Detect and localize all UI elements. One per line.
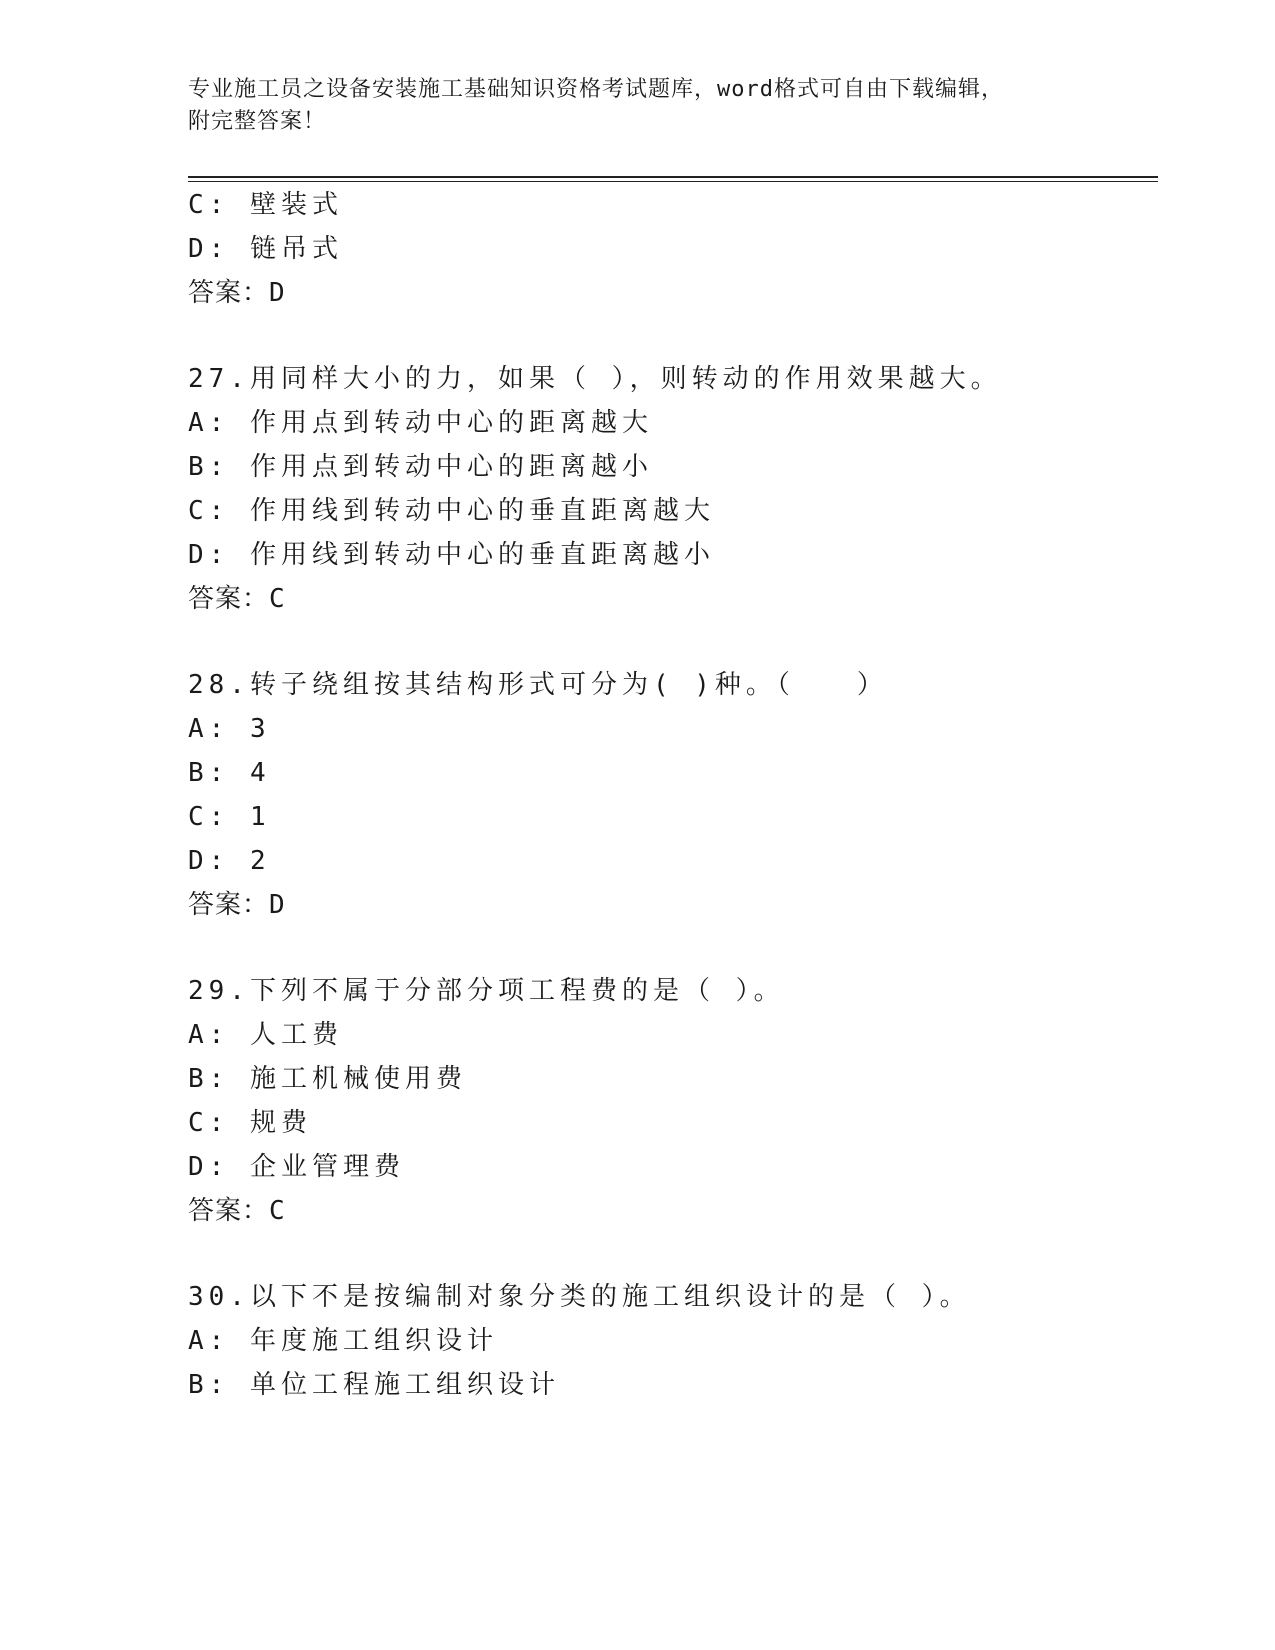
option-a: A: 人工费	[188, 1020, 343, 1050]
option-b: B: 作用点到转动中心的距离越小	[188, 452, 653, 482]
question-stem: 28.转子绕组按其结构形式可分为( )种。（ ）	[188, 670, 888, 700]
document-header	[188, 74, 1088, 138]
option-d: D: 作用线到转动中心的垂直距离越小	[188, 540, 715, 570]
option-d: D: 链吊式	[188, 234, 343, 264]
header-rule-thick	[188, 176, 1158, 178]
option-b: B: 单位工程施工组织设计	[188, 1370, 560, 1400]
question-stem: 29.下列不属于分部分项工程费的是（ ）。	[188, 976, 785, 1006]
option-b: B: 4	[188, 758, 271, 788]
option-b: B: 施工机械使用费	[188, 1064, 467, 1094]
option-a: A: 年度施工组织设计	[188, 1326, 498, 1356]
option-d: D: 企业管理费	[188, 1152, 405, 1182]
option-a: A: 3	[188, 714, 271, 744]
answer: 答案：D	[188, 278, 286, 308]
header-line-1: 专业施工员之设备安装施工基础知识资格考试题库，word格式可自由下载编辑，	[188, 77, 1004, 102]
answer: 答案：C	[188, 1196, 286, 1226]
option-c: C: 壁装式	[188, 190, 343, 220]
option-c: C: 规费	[188, 1108, 312, 1138]
question-stem: 30.以下不是按编制对象分类的施工组织设计的是（ ）。	[188, 1282, 971, 1312]
header-rule-thin	[188, 181, 1158, 182]
option-c: C: 作用线到转动中心的垂直距离越大	[188, 496, 715, 526]
question-stem: 27.用同样大小的力，如果（ ），则转动的作用效果越大。	[188, 364, 1002, 394]
option-a: A: 作用点到转动中心的距离越大	[188, 408, 653, 438]
option-c: C: 1	[188, 802, 271, 832]
header-line-2: 附完整答案！	[188, 109, 327, 134]
answer: 答案：C	[188, 584, 286, 614]
option-d: D: 2	[188, 846, 271, 876]
answer: 答案：D	[188, 890, 286, 920]
